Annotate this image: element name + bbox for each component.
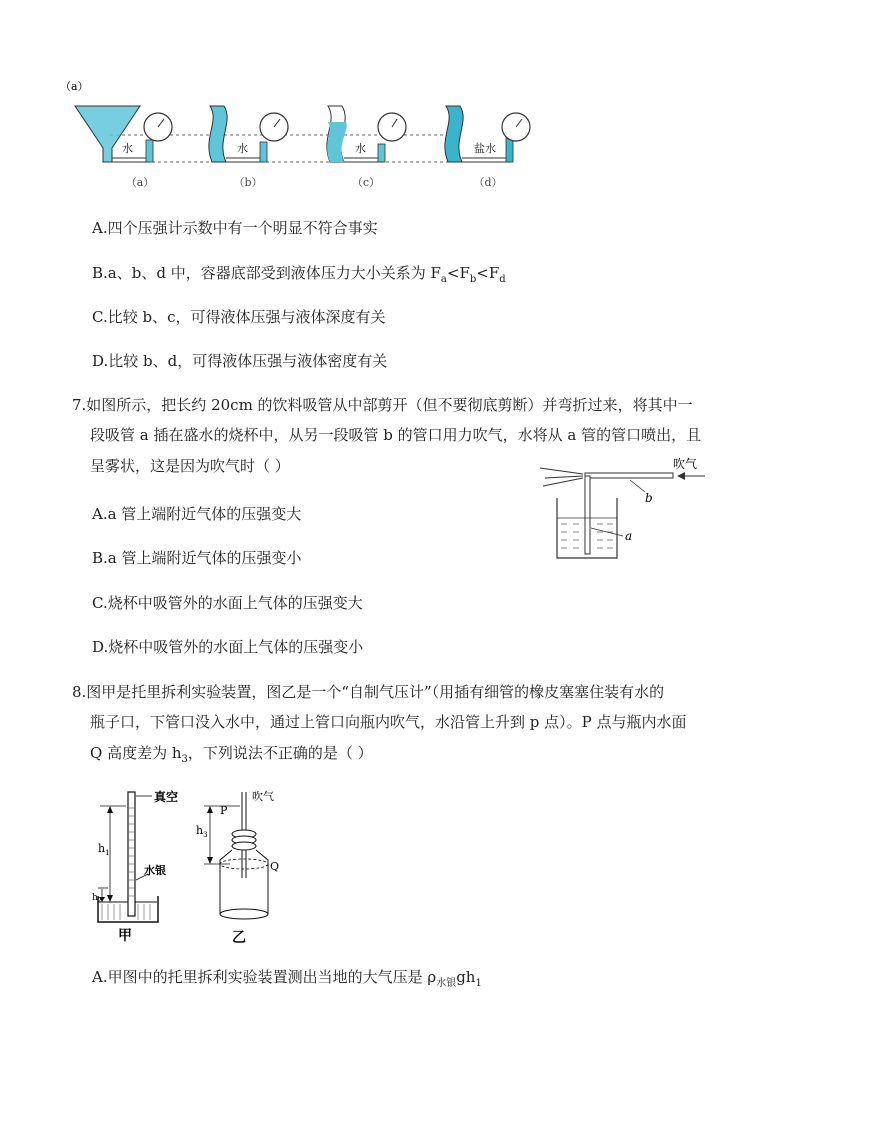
label-a: a [625,529,633,543]
q7-option-a: A.a 管上端附近气体的压强变大 [92,505,302,523]
q7-stem-line2: 段吸管 a 插在盛水的烧杯中，从另一段吸管 b 的管口用力吹气，水将从 a 管的管口喷出，且 [90,426,702,444]
label-blow: 吹气 [673,457,698,471]
label-h3: $h_3$ [196,824,208,839]
figure-label-d: （d） [473,176,503,189]
q6-option-d: D.比较 b、d，可得液体压强与液体密度有关 [92,352,388,370]
container-d [445,106,530,162]
q8-stem-line1: 8.图甲是托里拆利实验装置，图乙是一个“自制气压计”（用插有细管的橡皮塞塞住装有水的 [72,683,665,701]
container-a [60,80,172,162]
label-Q: Q [270,860,280,873]
container-c [327,106,406,162]
q6-option-b: B.a、b、d 中，容器底部受到液体压力大小关系为 $F_a<F_b<F_d$ [92,264,506,285]
q7-stem-line3: 呈雾状，这是因为吹气时（ ） [90,457,290,475]
torricelli-apparatus [92,789,178,944]
label-water-a: 水 [122,142,133,155]
label-mercury: 水银 [144,864,166,877]
q7-option-c: C.烧杯中吸管外的水面上气体的压强变大 [92,594,363,612]
label-h2: $h_2$ [92,893,102,904]
label-vacuum: 真空 [154,790,179,804]
figure-label-b: （b） [233,176,263,189]
figure-label-a: （a） [125,176,155,189]
barometer-figure [92,788,292,948]
q7-option-b: B.a 管上端附近气体的压强变小 [92,549,302,567]
q6-option-c: C.比较 b、c，可得液体压强与液体深度有关 [92,308,386,326]
label-P: P [220,804,228,817]
label-yi: 乙 [232,930,246,946]
label-water-b: 水 [237,142,248,155]
homemade-barometer [196,789,279,946]
q7-option-d: D.烧杯中吸管外的水面上气体的压强变小 [92,638,364,656]
label-blow-yi: 吹气 [252,790,274,803]
q7-stem-line1: 7.如图所示，把长约 20cm 的饮料吸管从中部剪开（但不要彻底剪断）并弯折过来，将其中一 [72,396,693,414]
q8-stem-line2: 瓶子口，下管口没入水中，通过上管口向瓶内吹气，水沿管上升到 p 点）。P 点与瓶内水面 [90,713,687,731]
q8-stem-line3: Q 高度差为 $h_3$，下列说法不正确的是（ ） [90,744,373,765]
q6-option-a: A.四个压强计示数中有一个明显不符合事实 [92,219,378,237]
label-jia: 甲 [118,928,132,944]
label-a: （a） [60,80,89,93]
label-h1: $h_1$ [98,842,110,857]
label-brine-d: 盐水 [474,142,496,155]
label-water-c: 水 [355,142,366,155]
container-b [209,106,288,162]
q8-option-a: A.甲图中的托里拆利实验装置测出当地的大气压是 $\rho_{水银}gh_1$ [92,968,482,989]
figure-label-c: （c） [351,176,381,189]
label-b: b [645,491,653,505]
